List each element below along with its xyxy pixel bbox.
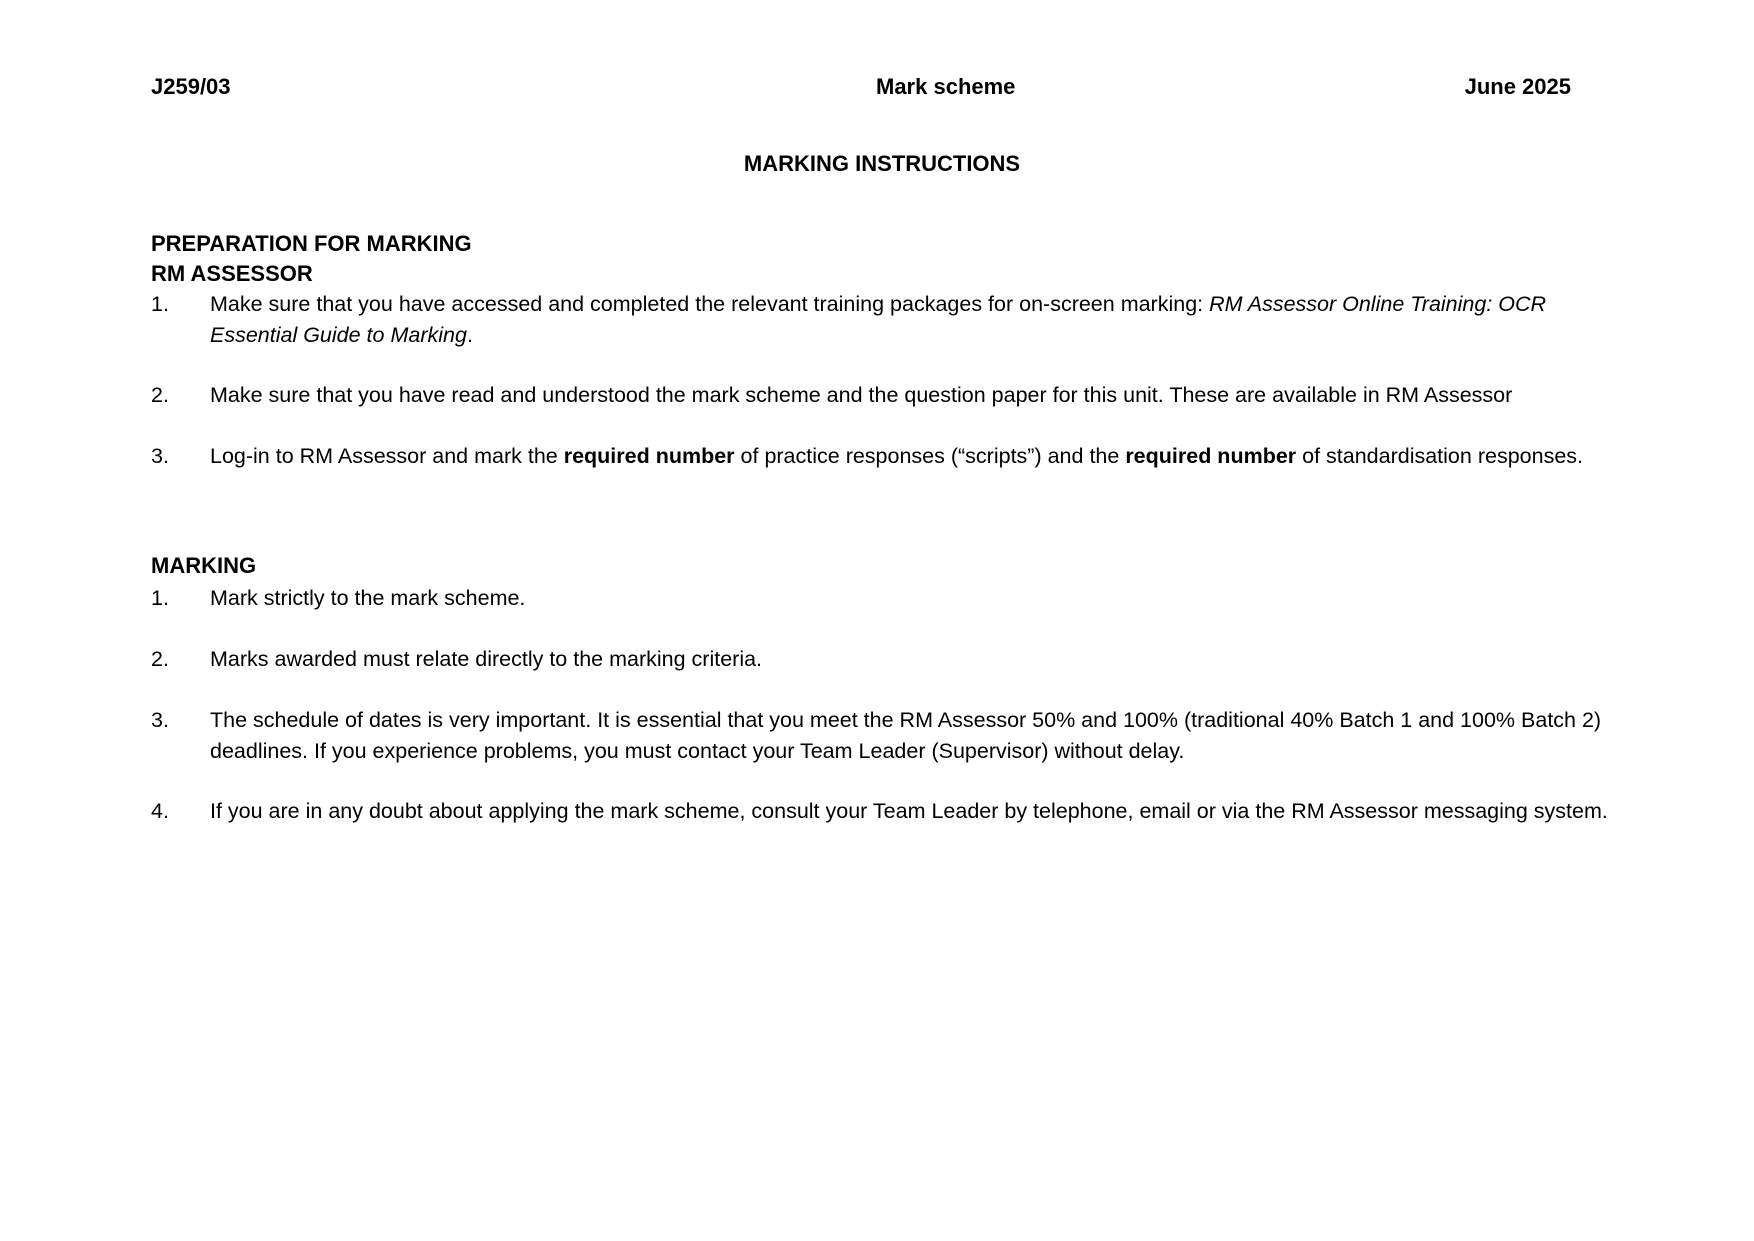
paper-code: J259/03 — [151, 74, 231, 99]
exam-session: June 2025 — [1464, 74, 1571, 99]
page-title: MARKING INSTRUCTIONS — [743, 151, 1021, 176]
document-type: Mark scheme — [876, 74, 1016, 99]
list-number: 4. — [151, 799, 169, 823]
training-reference: RM Assessor Online Training: OCR Essential Guide to Marking — [210, 292, 1547, 347]
preparation-heading: PREPARATION FOR MARKING — [151, 231, 472, 256]
list-number: 3. — [151, 444, 169, 468]
list-number: 2. — [151, 647, 169, 671]
emphasis: required number — [1125, 444, 1297, 468]
list-text: Marks awarded must relate directly to the marking criteria. — [210, 647, 763, 671]
list-text: Make sure that you have accessed and completed the relevant training packages for on-screen marking: RM Assessor Online Training: OCR Essential Guide to Marking. — [210, 292, 1547, 347]
list-text: Mark strictly to the mark scheme. — [210, 586, 526, 610]
page-header — [151, 74, 1571, 104]
list-text: Make sure that you have read and understood the mark scheme and the question paper for this unit. These are available in RM Assessor — [210, 383, 1513, 407]
list-number: 1. — [151, 292, 169, 316]
rm-assessor-subheading: RM ASSESSOR — [151, 261, 313, 286]
list-number: 3. — [151, 708, 169, 732]
list-number: 2. — [151, 383, 169, 407]
marking-heading: MARKING — [151, 553, 257, 578]
list-text: If you are in any doubt about applying the mark scheme, consult your Team Leader by telephone, email or via the RM Assessor messaging system. — [210, 799, 1608, 823]
list-text: Log-in to RM Assessor and mark the required number of practice responses (“scripts”) and the required number of standardisation responses. — [210, 444, 1583, 468]
emphasis: required number — [563, 444, 735, 468]
list-number: 1. — [151, 586, 169, 610]
list-text: The schedule of dates is very important. It is essential that you meet the RM Assessor 50% and 100% (traditional 40% Batch 1 and 100% Batch 2) deadlines. If you experience problems, you must contact your Team Leader (Supervisor) without delay. — [210, 708, 1602, 763]
